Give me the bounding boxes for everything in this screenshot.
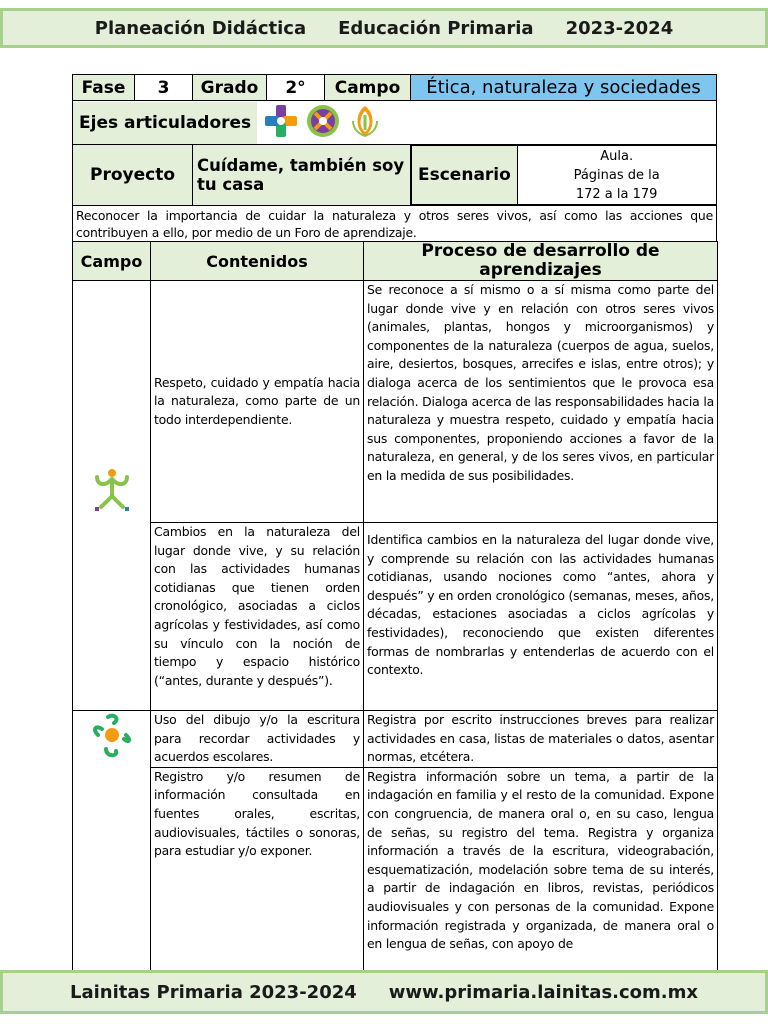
grado-label: Grado xyxy=(193,75,267,101)
proceso-3: Registra por escrito instrucciones breves para realizar actividades en casa, listas de materiales o datos, asentar normas, etcétera. xyxy=(364,711,718,768)
footer-site: Lainitas Primaria 2023-2024 xyxy=(70,981,357,1003)
header-year: 2023-2024 xyxy=(565,17,674,39)
col-proceso: Proceso de desarrollo de aprendizajes xyxy=(364,242,718,281)
ejes-row xyxy=(73,101,717,145)
proyecto-value: Cuídame, también soy tu casa xyxy=(193,145,411,206)
col-campo: Campo xyxy=(73,242,151,281)
fase-value: 3 xyxy=(135,75,193,101)
proyecto-label: Proyecto xyxy=(73,145,193,206)
proceso-1: Se reconoce a sí mismo o a sí misma como parte del lugar donde vive y en relación con otros seres vivos (animales, plantas, hongos y microorganismos) y componentes de la naturaleza (cuerpos de agua, suelos, aire, desiertos, bosques, arrecifes e islas, entre otros); y dialoga acerca de los sentimientos que le provoca esa relación. Dialoga acerca de las responsabilidades hacia la naturaleza y muestra respeto, cuidado y empatía hacia sus componentes, proponiendo acciones a favor de la naturaleza, en general, y de los seres vivos, en particular en la medida de sus posibilidades. xyxy=(364,281,718,523)
campo-label: Campo xyxy=(325,75,411,101)
contenido-3: Uso del dibujo y/o la escritura para recordar actividades y acuerdos escolares. xyxy=(151,711,364,768)
escenario-line-3: 172 a la 179 xyxy=(575,186,658,202)
campo-value: Ética, naturaleza y sociedades xyxy=(411,75,717,101)
footer-banner xyxy=(0,970,768,1014)
ejes-label: Ejes articuladores xyxy=(73,102,257,144)
content-table xyxy=(72,241,718,972)
contenido-4: Registro y/o resumen de información consultada en fuentes orales, escritas, audiovisuales, táctiles o sonoras, para estudiar y/o exponer. xyxy=(151,767,364,971)
escenario-value xyxy=(517,146,716,205)
lenguajes-icon xyxy=(92,748,132,767)
campo-cell-2 xyxy=(73,711,151,972)
header-title: Planeación Didáctica xyxy=(94,17,307,39)
contenido-1: Respeto, cuidado y empatía hacia la naturaleza, como parte de un todo interdependiente. xyxy=(151,281,364,523)
igualdad-genero-icon xyxy=(305,103,341,143)
interculturalidad-icon xyxy=(263,103,299,143)
escenario-label: Escenario xyxy=(412,146,518,205)
header-level: Educación Primaria xyxy=(338,17,534,39)
col-contenidos: Contenidos xyxy=(151,242,364,281)
footer-url[interactable]: www.primaria.lainitas.com.mx xyxy=(388,981,698,1003)
proceso-4: Registra información sobre un tema, a partir de la indagación en familia y el resto de la comunidad. Expone con congruencia, de manera oral o, en su caso, lengua de señas, su registro del tema. Registra y organiza información a través de la escritura, videograbación, esquematización, modelación sobre tema de su interés, a partir de indagación en libros, revistas, periódicos audiovisuales y con personas de la comunidad. Expone información registrada y organizada, de manera oral o en lengua de señas, con apoyo de xyxy=(364,767,718,971)
proceso-2: Identifica cambios en la naturaleza del lugar donde vive, y comprende su relación con las actividades humanas cotidianas, usando nociones como “antes, ahora y después” y en orden cronológico (semanas, meses, años, décadas, estaciones asociadas a ciclos agrícolas y festividades), reconociendo que existen diferentes formas de nombrarlas y entenderlas de acuerdo con el contexto. xyxy=(364,523,718,711)
grado-value: 2° xyxy=(267,75,325,101)
escenario-line-1: Aula. xyxy=(600,148,634,164)
header-banner xyxy=(0,8,768,48)
fase-label: Fase xyxy=(73,75,135,101)
campo-cell-1 xyxy=(73,281,151,711)
etica-naturaleza-icon xyxy=(91,498,133,517)
contenido-2: Cambios en la naturaleza del lugar donde vive, y su relación con las actividades humanas cotidianas que tienen orden cronológico, asociadas a ciclos agrícolas y festividades, así como su vínculo con la noción de tiempo y espacio histórico (“antes, durante y después”). xyxy=(151,523,364,711)
vida-saludable-icon xyxy=(347,103,383,143)
info-table xyxy=(72,74,717,243)
objective-text: Reconocer la importancia de cuidar la naturaleza y otros seres vivos, así como las acciones que contribuyen a ello, por medio de un Foro de aprendizaje. xyxy=(73,206,717,243)
escenario-line-2: Páginas de la xyxy=(573,167,660,183)
